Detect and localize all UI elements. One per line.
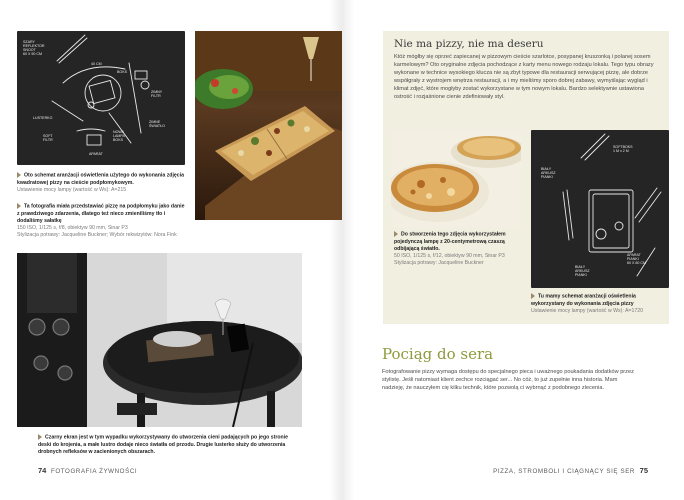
caption-arrow-icon (17, 203, 21, 209)
svg-text:FILTR: FILTR (151, 94, 161, 98)
svg-text:NOWA: NOWA (113, 130, 125, 134)
section-title-dessert: Nie ma pizzy, nie ma deseru (394, 38, 544, 50)
svg-text:PIANKI: PIANKI (575, 273, 587, 277)
svg-text:ZIMNY: ZIMNY (151, 90, 163, 94)
svg-text:ARKUSZ: ARKUSZ (541, 171, 556, 175)
caption-arrow-icon (531, 293, 535, 299)
running-head: PIZZA, STROMBOLI I CIĄGNĄCY SIĘ SER (493, 468, 636, 475)
caption-title: Oto schemat aranżacji oświetlenia użytego do wykonania zdjęcia kwadratowej pizzy na cieście podpłomykowym. (17, 172, 184, 186)
caption-apple-pizza (394, 231, 520, 267)
caption-diagram-square-pizza (17, 172, 185, 194)
section-body-dessert: Któż mógłby się oprzeć zapiecanej w pizzowym cieście szarlotce, posypanej kruszonką i polanej sosem karmelowym? Oto oryginalne zdjęcia pochodzące z karty menu nowego rodzaju lokalu. Tego typu obrazy wykonane w technice wysokiego klucza nie są zbyt typowe dla restauracji serwującej pizzę, ale dobrze współgrały z wystrojem wnętrza restauracji, a i my mieliśmy sporo dobrej zabawy, wymyślając wygląd i klimat zdjęć, które mogłyby zostać wykorzystane w tym nowym lokalu. Bardzo selektywnie ustawiona ostrość i rozjaśnione cienie zdefiniowały styl. (394, 54, 654, 101)
caption-sub: Ustawienie mocy lampy (wartość w Ws): A=215 (17, 186, 127, 193)
svg-text:APARAT: APARAT (89, 152, 103, 156)
caption-line: 50 ISO, 1/125 s, f/12, obiektyw 90 mm, Sinar P3 (394, 252, 505, 259)
section-body-cheese: Fotografowanie pizzy wymaga dostępu do specjalnego pieca i uważnego poukadania dodatków przez stylistę. Jeśli natomiast klient zechce rozciągać ser... No cóż, to już zupełnie inna historia. Mam nadzieję, że nauczyłem cię kilku technik, które pozwolą ci wybrnąć z podobnego zlecenia. (382, 369, 634, 392)
svg-text:BOKS: BOKS (113, 138, 123, 142)
svg-text:SNOOT: SNOOT (23, 48, 36, 52)
caption-arrow-icon (17, 172, 21, 178)
svg-text:SOFTBOKS: SOFTBOKS (613, 145, 633, 149)
caption-title: Tu mamy schemat aranżacji oświetlenia wykorzystany do wykonania zdjęcia pizzy (531, 293, 636, 307)
right-footer (470, 466, 648, 475)
caption-line: Stylizacja potrawy: Jacqueline Buckner; Wybór rekwizytów: Nora Fink (17, 232, 177, 239)
caption-arrow-icon (394, 231, 398, 237)
svg-text:BOKS: BOKS (117, 70, 127, 74)
svg-text:ARKUSZ: ARKUSZ (575, 269, 590, 273)
caption-title: Czarny ekran jest w tym wypadku wykorzystywany do utworzenia cieni padających po jego stronie deski do krojenia, a małe lustro dodaje nieco światła od przodu. Drugie lusterko służy do utworzenia drobnych refleksów w zacienionych obszarach. (38, 434, 289, 455)
lighting-diagram-apple-pizza (531, 130, 669, 288)
svg-text:60 X 90 CM: 60 X 90 CM (23, 52, 42, 56)
svg-text:LUSTERKO: LUSTERKO (33, 116, 53, 120)
svg-text:1 M x 2 M: 1 M x 2 M (613, 149, 629, 153)
page-number: 74 (38, 466, 47, 475)
caption-title: Ta fotografia miała przedstawiać pizzę na podpłomyku jako danie z prawdziwego zdarzenia, dlatego też nieco zmieniliśmy tło i dodaliśmy sałatkę (17, 203, 185, 224)
section-title-cheese: Pociąg do sera (382, 345, 494, 363)
caption-title: Do stworzenia tego zdjęcia wykorzystałem pojedynczą lampę z 20-centymetrową czaszą odbijającą światło. (394, 231, 506, 252)
svg-text:BIAŁY: BIAŁY (575, 265, 586, 269)
svg-text:APARAT: APARAT (627, 253, 641, 257)
caption-sub: Ustawienie mocy lampy (wartość w Ws): A=1720 (531, 307, 643, 314)
photo-apple-pizza (391, 130, 521, 227)
svg-text:ŚWIATŁO: ŚWIATŁO (149, 124, 165, 128)
photo-pizza-flatbread (195, 31, 342, 220)
svg-text:PIANKI: PIANKI (541, 175, 553, 179)
caption-line: Stylizacja potrawy: Jacqueline Buckner (394, 260, 484, 267)
caption-diagram-apple-pizza (531, 293, 669, 315)
caption-studio-setup (38, 434, 300, 456)
svg-text:60 X 80 CM: 60 X 80 CM (627, 261, 646, 265)
svg-text:ZIMNE: ZIMNE (149, 120, 161, 124)
svg-text:PIANKI: PIANKI (627, 257, 639, 261)
svg-text:REFLEKTOR: REFLEKTOR (23, 44, 45, 48)
chalk-drawing (17, 31, 185, 165)
svg-text:SZARY: SZARY (23, 40, 35, 44)
lighting-diagram-square-pizza (17, 31, 185, 165)
caption-line: 150 ISO, 1/125 s, f/8, obiektyw 90 mm, Sinar P3 (17, 224, 128, 231)
running-head: FOTOGRAFIA ŻYWNOŚCI (50, 468, 138, 475)
photo-studio-setup (17, 253, 302, 427)
chalk-drawing (531, 130, 669, 288)
caption-arrow-icon (38, 434, 42, 440)
svg-text:40 CM: 40 CM (91, 62, 102, 66)
caption-photo-flatbread (17, 203, 185, 239)
left-footer (38, 466, 137, 475)
svg-text:LAMPA: LAMPA (113, 134, 125, 138)
svg-text:BIAŁY: BIAŁY (541, 167, 552, 171)
svg-text:FILTR: FILTR (43, 138, 53, 142)
svg-text:SOFT: SOFT (43, 134, 53, 138)
page-number: 75 (639, 466, 648, 475)
